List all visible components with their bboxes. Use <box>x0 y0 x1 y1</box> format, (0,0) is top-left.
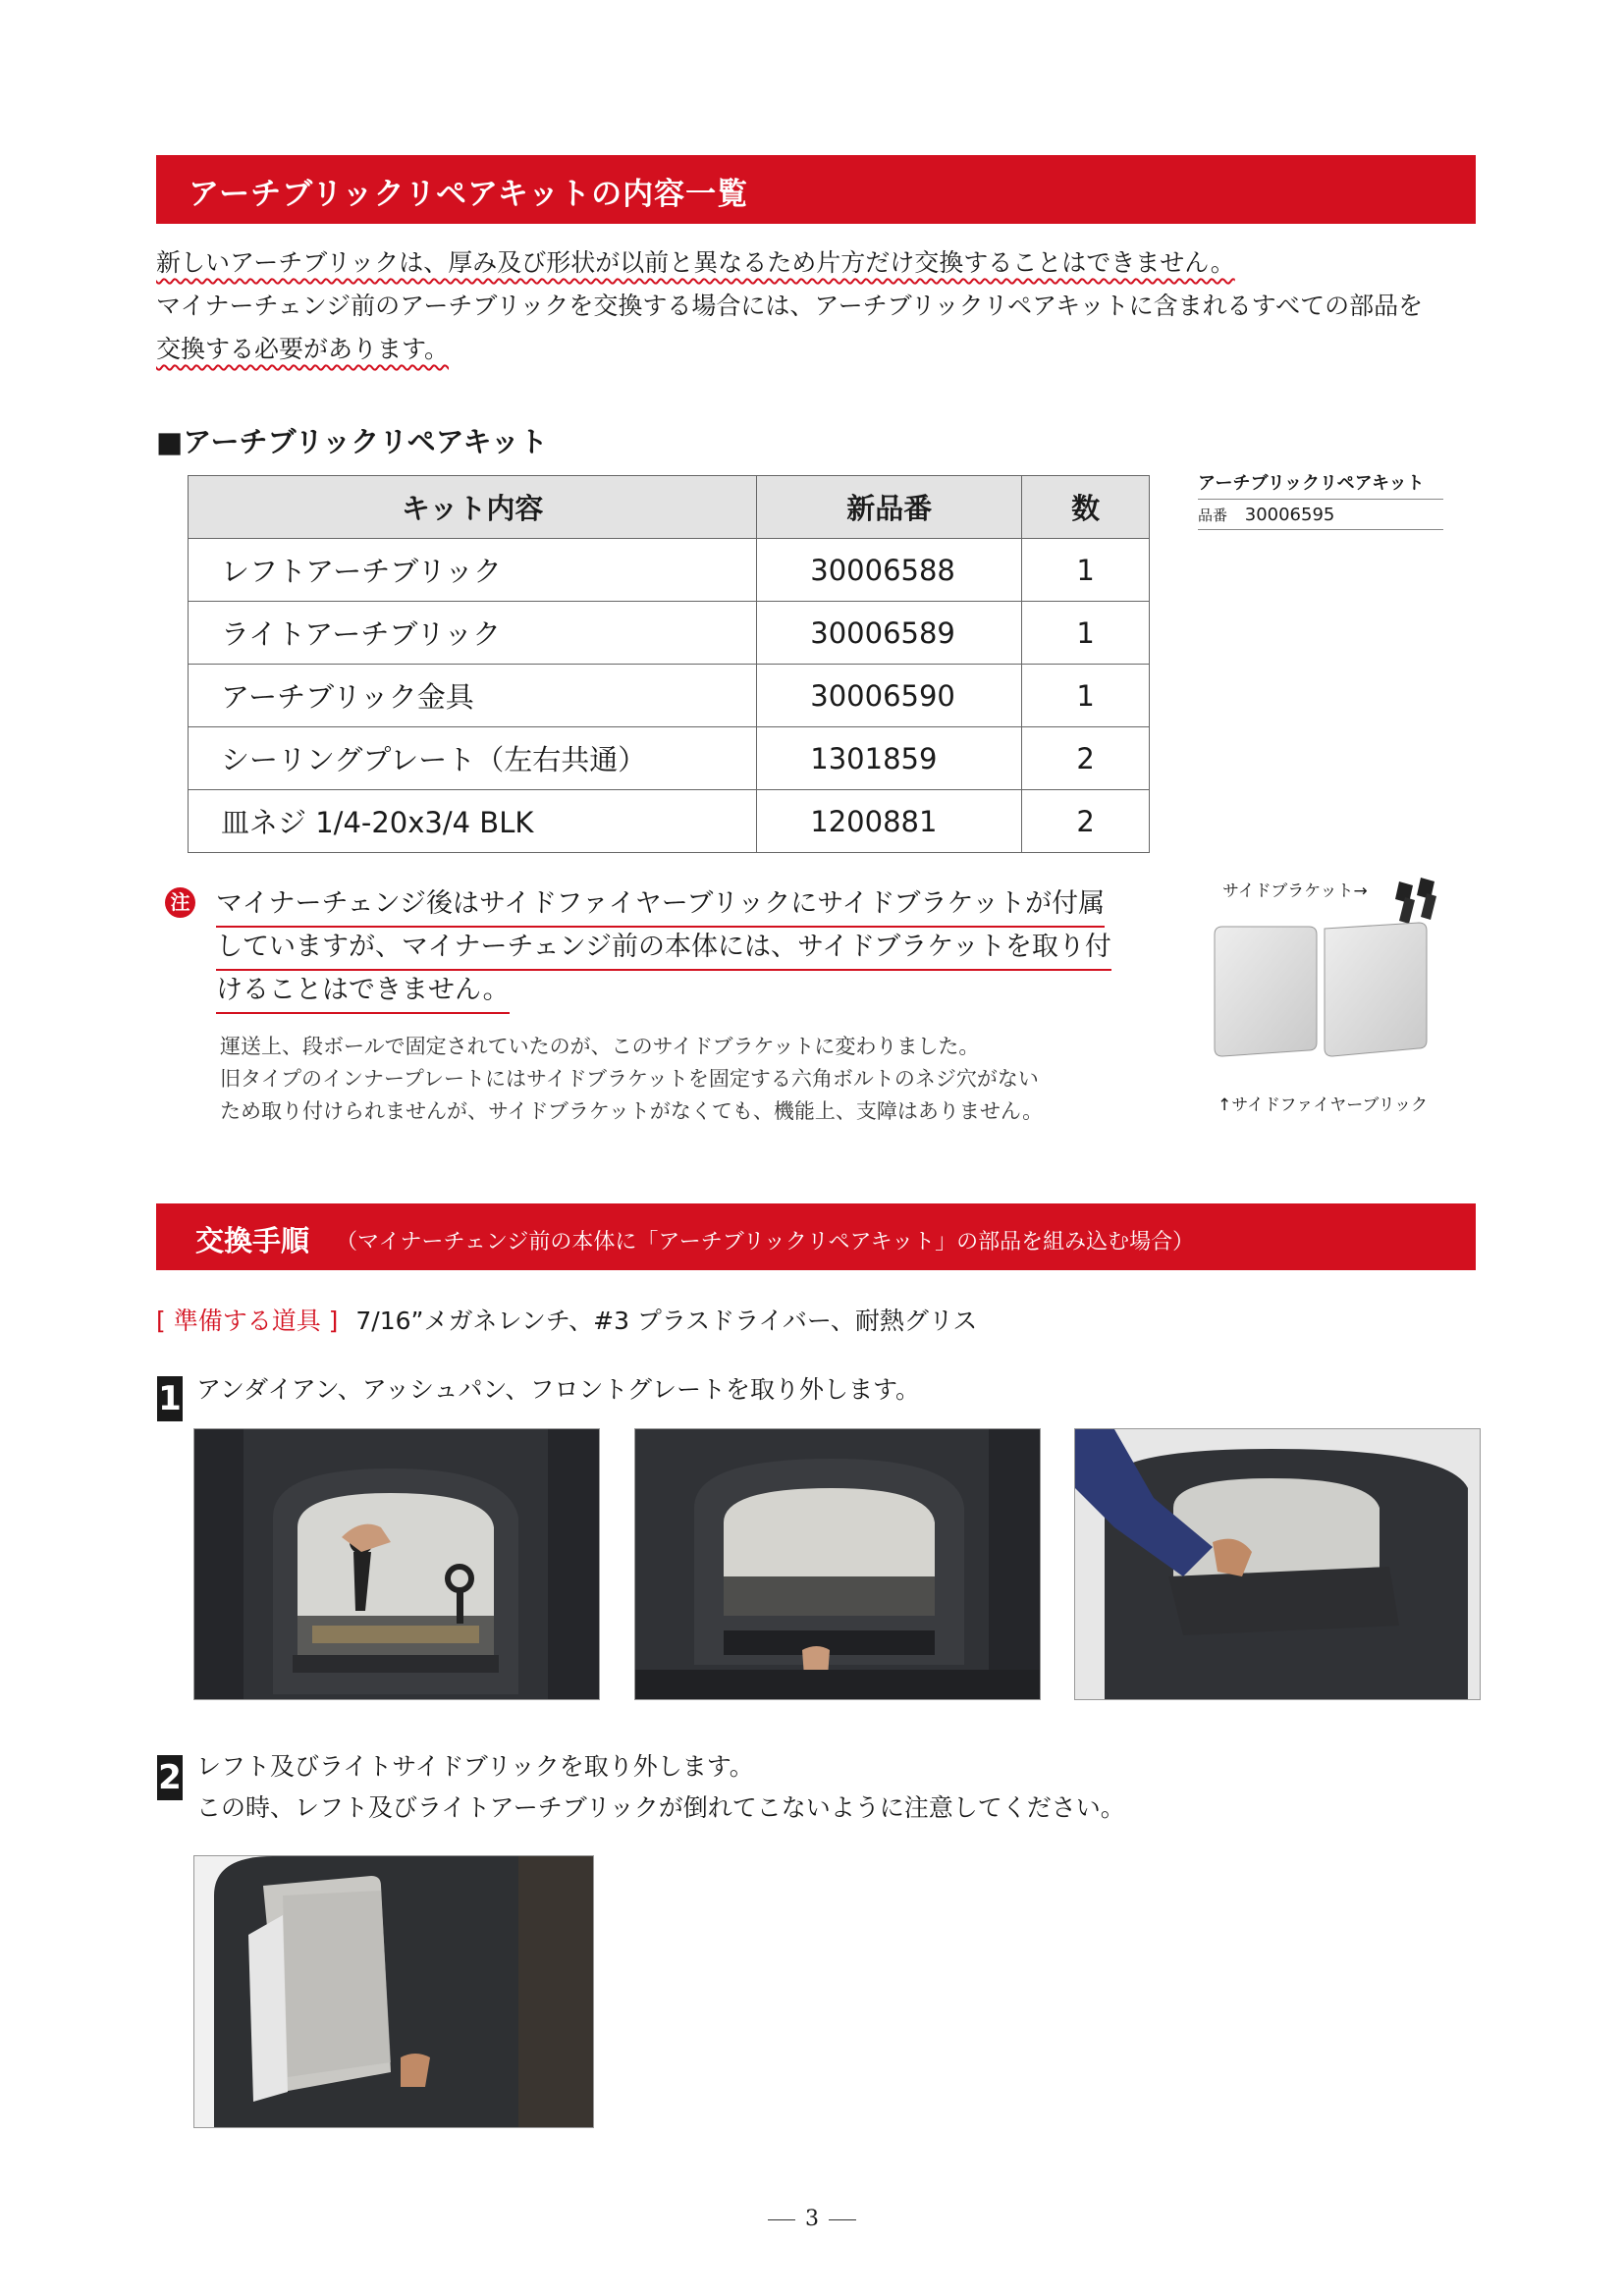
note-detail-line: ため取り付けられませんが、サイドブラケットがなくても、機能上、支障はありません。 <box>220 1099 1044 1123</box>
kit-contents-table <box>188 475 1150 853</box>
step-number: 1 <box>157 1376 183 1421</box>
note-detail-line: 旧タイプのインナープレートにはサイドブラケットを固定する六角ボルトのネジ穴がない <box>220 1067 1039 1091</box>
intro-line-1 <box>156 248 1235 278</box>
side-firebrick-figure <box>1203 864 1468 1080</box>
section-header-kit-contents <box>156 155 1476 224</box>
section-subtitle: （マイナーチェンジ前の本体に「アーチブリックリペアキット」の部品を組み込む場合） <box>336 1230 1195 1255</box>
note-line: けることはできません。 <box>216 968 510 1014</box>
table-row <box>189 727 1150 790</box>
intro-line-2 <box>156 292 1423 321</box>
intro-text: マイナーチェンジ前のアーチブリックを交換する場合には、アーチブリックリペアキットに含まれるすべての部品を <box>156 292 1424 320</box>
cell-name: 皿ネジ 1/4-20x3/4 BLK <box>189 790 757 853</box>
page-number <box>0 2207 1624 2231</box>
table-row <box>189 602 1150 665</box>
intro-text: 新しいアーチブリックは、厚み及び形状が以前と異なるため片方だけ交換することはできません。 <box>156 248 1235 277</box>
note-line: していますが、マイナーチェンジ前の本体には、サイドブラケットを取り付 <box>216 925 1111 971</box>
kit-code-label: アーチブリックリペアキット <box>1198 469 1443 500</box>
kit-code-key: 品番 <box>1198 507 1228 524</box>
section-title: アーチブリックリペアキットの内容一覧 <box>189 177 749 212</box>
step1-photo-1 <box>193 1428 600 1700</box>
step2-photo <box>193 1855 594 2128</box>
tools-list: 7/16”メガネレンチ、#3 プラスドライバー、耐熱グリス <box>355 1307 978 1335</box>
cell-part: 30006590 <box>757 665 1022 727</box>
cell-qty: 1 <box>1022 602 1150 665</box>
firebrick-label: ↑サイドファイヤーブリック <box>1218 1095 1428 1115</box>
column-header-contents: キット内容 <box>189 476 757 539</box>
cell-part: 30006589 <box>757 602 1022 665</box>
cell-name: ライトアーチブリック <box>189 602 757 665</box>
cell-name: レフトアーチブリック <box>189 539 757 602</box>
intro-line-3 <box>156 335 449 364</box>
table-header-row <box>189 476 1150 539</box>
table-row <box>189 790 1150 853</box>
step-text: この時、レフト及びライトアーチブリックが倒れてこないように注意してください。 <box>196 1793 1125 1822</box>
column-header-quantity: 数 <box>1022 476 1150 539</box>
cell-qty: 2 <box>1022 790 1150 853</box>
cell-name: アーチブリック金具 <box>189 665 757 727</box>
cell-name: シーリングプレート（左右共通） <box>189 727 757 790</box>
firebrick-icon <box>1215 923 1427 1056</box>
section-title: 交換手順 <box>195 1224 310 1257</box>
column-header-part-number: 新品番 <box>757 476 1022 539</box>
step-text: アンダイアン、アッシュパン、フロントグレートを取り外します。 <box>196 1375 921 1404</box>
page-number-text: 3 <box>805 2207 819 2231</box>
cell-part: 1200881 <box>757 790 1022 853</box>
note-line: マイナーチェンジ後はサイドファイヤーブリックにサイドブラケットが付属 <box>216 881 1105 928</box>
step1-photo-3 <box>1074 1428 1481 1700</box>
intro-text: 交換する必要があります。 <box>156 335 450 363</box>
section-header-procedure <box>156 1203 1476 1270</box>
tools-label: [ 準備する道具 ] <box>156 1307 339 1335</box>
kit-code-box <box>1198 469 1443 530</box>
note-badge: 注 <box>165 887 195 918</box>
cell-qty: 2 <box>1022 727 1150 790</box>
bracket-icon <box>1395 878 1436 924</box>
kit-code-value: 30006595 <box>1244 505 1335 525</box>
kit-code-row <box>1198 500 1443 530</box>
cell-qty: 1 <box>1022 539 1150 602</box>
bracket-label: サイドブラケット→ <box>1222 881 1368 901</box>
kit-heading: ■アーチブリックリペアキット <box>156 425 548 458</box>
table-row <box>189 665 1150 727</box>
table-row <box>189 539 1150 602</box>
cell-part: 30006588 <box>757 539 1022 602</box>
tools-line <box>156 1302 977 1337</box>
note-detail-line: 運送上、段ボールで固定されていたのが、このサイドブラケットに変わりました。 <box>220 1035 980 1058</box>
step-number: 2 <box>157 1755 183 1800</box>
cell-qty: 1 <box>1022 665 1150 727</box>
cell-part: 1301859 <box>757 727 1022 790</box>
step1-photo-2 <box>634 1428 1041 1700</box>
step-text: レフト及びライトサイドブリックを取り外します。 <box>196 1752 754 1781</box>
